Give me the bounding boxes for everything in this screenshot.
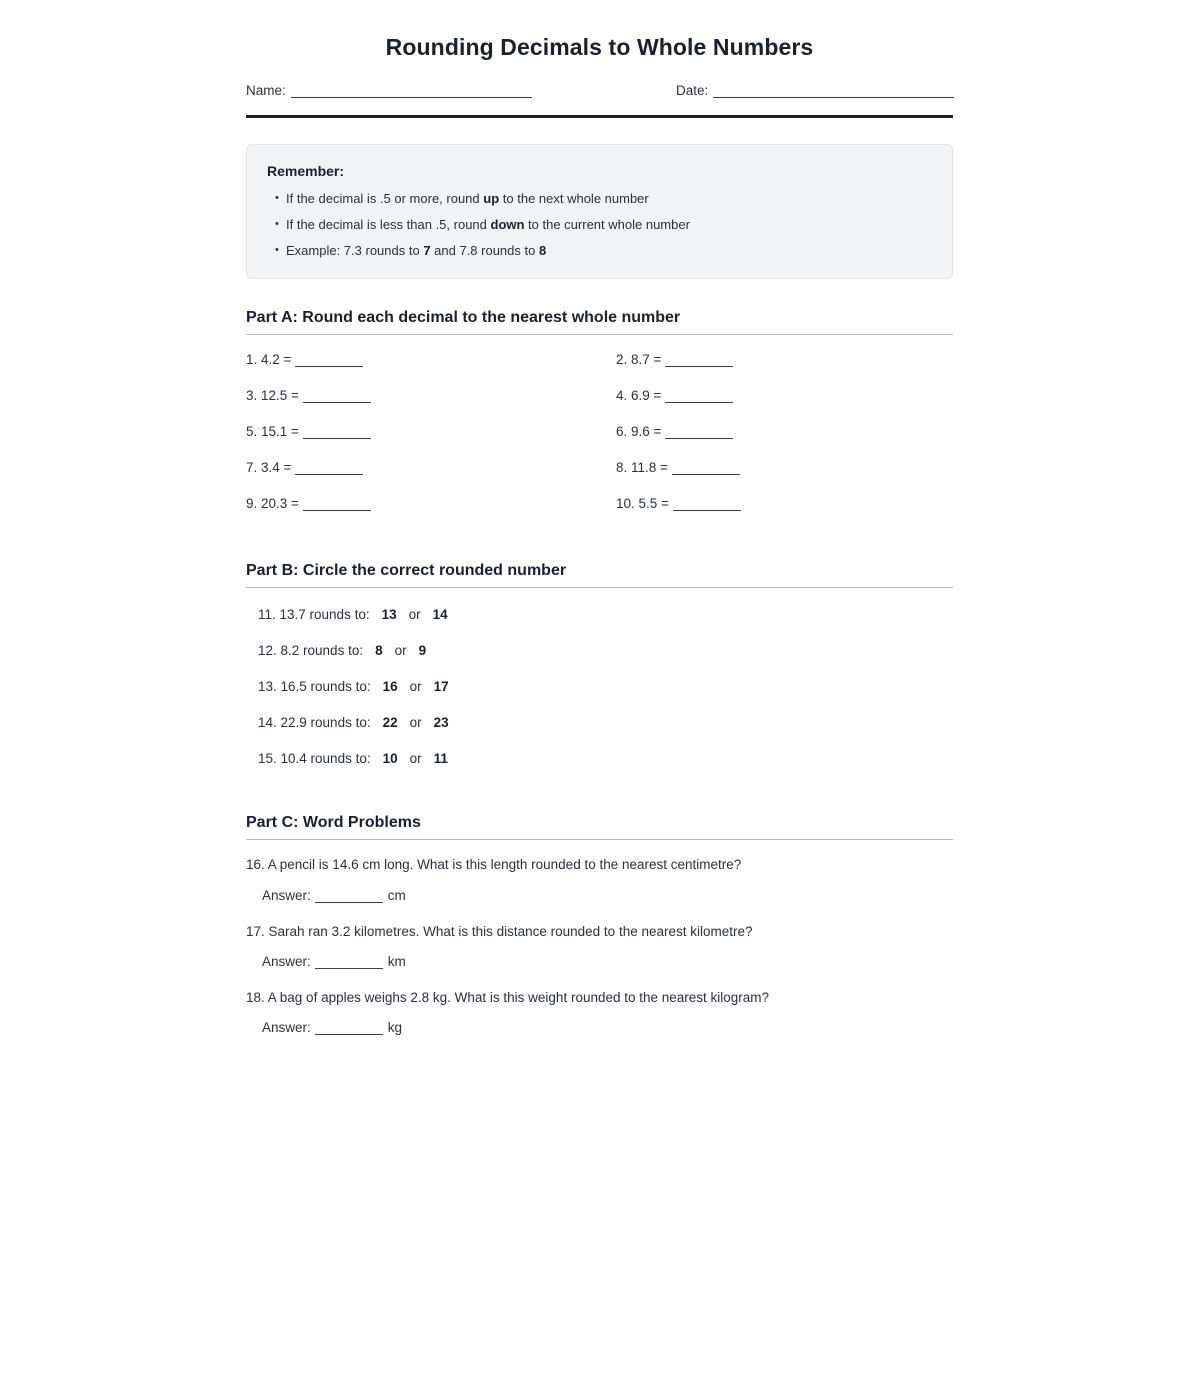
page-title: Rounding Decimals to Whole Numbers (385, 34, 814, 60)
choice-option-b[interactable]: 14 (432, 607, 448, 623)
problem-item (616, 460, 740, 475)
problem-label: 6. 9.6 = (616, 424, 662, 440)
rule-text-pre: If the decimal is less than .5, round (286, 216, 491, 232)
rule-text-pre: If the decimal is .5 or more, round (286, 190, 484, 206)
answer-blank[interactable] (315, 956, 383, 969)
problem-item (246, 460, 363, 475)
choice-option-b[interactable]: 9 (418, 643, 427, 659)
or-label: or (408, 607, 421, 623)
problem-item (616, 424, 733, 439)
answer-blank[interactable] (315, 890, 383, 903)
bullet-icon: • (275, 191, 279, 204)
example-text-post: and 7.8 rounds to (430, 243, 539, 259)
problem-label: 5. 15.1 = (246, 424, 299, 440)
circle-choice-row (246, 748, 953, 784)
rule-text-strong: down (490, 216, 525, 232)
answer-blank[interactable] (315, 1022, 383, 1035)
word-problem-question: 17. Sarah ran 3.2 kilometres. What is this distance rounded to the nearest kilometre? (246, 923, 753, 939)
choice-stem: 14. 22.9 rounds to: (258, 715, 371, 731)
worksheet-body (246, 0, 953, 1035)
problem-item (246, 424, 371, 439)
answer-unit: kg (387, 1020, 403, 1036)
word-problem-answer-line (246, 954, 953, 969)
word-problem-answer-line (246, 1020, 953, 1035)
choice-option-b[interactable]: 11 (433, 751, 448, 767)
rule-text-post: to the current whole number (524, 216, 690, 232)
answer-blank[interactable] (295, 354, 363, 367)
rule-text-post: to the next whole number (499, 190, 649, 206)
example-value-second: 8 (538, 243, 547, 259)
example-value-first: 7 (423, 243, 431, 259)
answer-blank[interactable] (672, 462, 740, 475)
problem-label: 9. 20.3 = (246, 496, 299, 512)
example-text-pre: Example: 7.3 rounds to (286, 243, 424, 259)
date-input-blank[interactable] (713, 85, 954, 98)
answer-blank[interactable] (665, 390, 733, 403)
problem-row (246, 352, 953, 388)
problem-item (246, 496, 371, 511)
part-b-problem-list (246, 604, 953, 784)
or-label: or (409, 715, 422, 731)
or-label: or (394, 643, 407, 659)
problem-item (616, 352, 733, 367)
name-field-group (246, 83, 532, 98)
circle-choice-row (246, 604, 953, 640)
problem-label: 3. 12.5 = (246, 388, 299, 404)
problem-row (246, 388, 953, 424)
bullet-icon: • (275, 217, 279, 230)
problem-label: 8. 11.8 = (616, 460, 668, 476)
rule-text-strong: up (483, 190, 500, 206)
choice-option-a[interactable]: 13 (381, 607, 397, 623)
word-problem-answer-line (246, 888, 953, 903)
bullet-icon: • (275, 244, 279, 257)
problem-row (246, 424, 953, 460)
answer-label: Answer: (262, 953, 311, 969)
choice-stem: 15. 10.4 rounds to: (258, 751, 371, 767)
answer-blank[interactable] (295, 462, 363, 475)
remember-heading: Remember: (267, 162, 345, 179)
word-problem-item (246, 924, 953, 969)
answer-unit: cm (387, 887, 406, 903)
choice-option-a[interactable]: 10 (382, 751, 398, 767)
problem-item (246, 352, 363, 367)
problem-item (616, 388, 733, 403)
problem-label: 1. 4.2 = (246, 352, 292, 368)
choice-option-b[interactable]: 17 (433, 679, 449, 695)
answer-blank[interactable] (303, 426, 371, 439)
choice-stem: 11. 13.7 rounds to: (258, 607, 370, 623)
or-label: or (409, 679, 422, 695)
name-input-blank[interactable] (291, 85, 532, 98)
problem-item (616, 496, 741, 511)
problem-row (246, 460, 953, 496)
answer-unit: km (387, 953, 406, 969)
word-problem-item (246, 857, 953, 902)
part-a-problem-grid (246, 352, 953, 532)
circle-choice-row (246, 712, 953, 748)
remember-rules-list (267, 192, 932, 259)
answer-blank[interactable] (665, 426, 733, 439)
part-c-section (246, 814, 953, 1035)
problem-label: 4. 6.9 = (616, 388, 662, 404)
answer-blank[interactable] (303, 390, 371, 403)
remember-rule-item (267, 218, 932, 232)
answer-blank[interactable] (665, 354, 733, 367)
circle-choice-row (246, 640, 953, 676)
part-c-problem-list (246, 857, 953, 1035)
part-b-section (246, 562, 953, 784)
choice-option-a[interactable]: 22 (382, 715, 398, 731)
remember-box (246, 144, 953, 280)
answer-blank[interactable] (303, 498, 371, 511)
choice-option-a[interactable]: 16 (382, 679, 398, 695)
word-problem-item (246, 990, 953, 1035)
or-label: or (409, 751, 422, 767)
choice-stem: 12. 8.2 rounds to: (258, 643, 364, 659)
remember-example-item (267, 244, 932, 258)
remember-rule-item (267, 192, 932, 206)
name-date-row (246, 83, 953, 103)
word-problem-question: 18. A bag of apples weighs 2.8 kg. What is this weight rounded to the nearest kilogram? (246, 989, 770, 1005)
problem-label: 10. 5.5 = (616, 496, 669, 512)
part-c-heading: Part C: Word Problems (246, 814, 953, 840)
word-problem-question: 16. A pencil is 14.6 cm long. What is this length rounded to the nearest centimetre? (246, 857, 742, 873)
answer-blank[interactable] (673, 498, 741, 511)
choice-option-a[interactable]: 8 (375, 643, 383, 659)
problem-label: 2. 8.7 = (616, 352, 662, 368)
part-a-section (246, 309, 953, 532)
answer-label: Answer: (262, 887, 311, 903)
date-field-group (676, 83, 954, 98)
choice-option-b[interactable]: 23 (433, 715, 449, 731)
name-label: Name: (246, 82, 286, 98)
part-b-heading: Part B: Circle the correct rounded number (246, 562, 953, 588)
answer-label: Answer: (262, 1020, 311, 1036)
circle-choice-row (246, 676, 953, 712)
part-a-heading: Part A: Round each decimal to the nearest whole number (246, 309, 953, 335)
date-label: Date: (676, 82, 709, 98)
problem-item (246, 388, 371, 403)
header-divider (246, 115, 953, 118)
problem-row (246, 496, 953, 532)
problem-label: 7. 3.4 = (246, 460, 292, 476)
choice-stem: 13. 16.5 rounds to: (258, 679, 371, 695)
